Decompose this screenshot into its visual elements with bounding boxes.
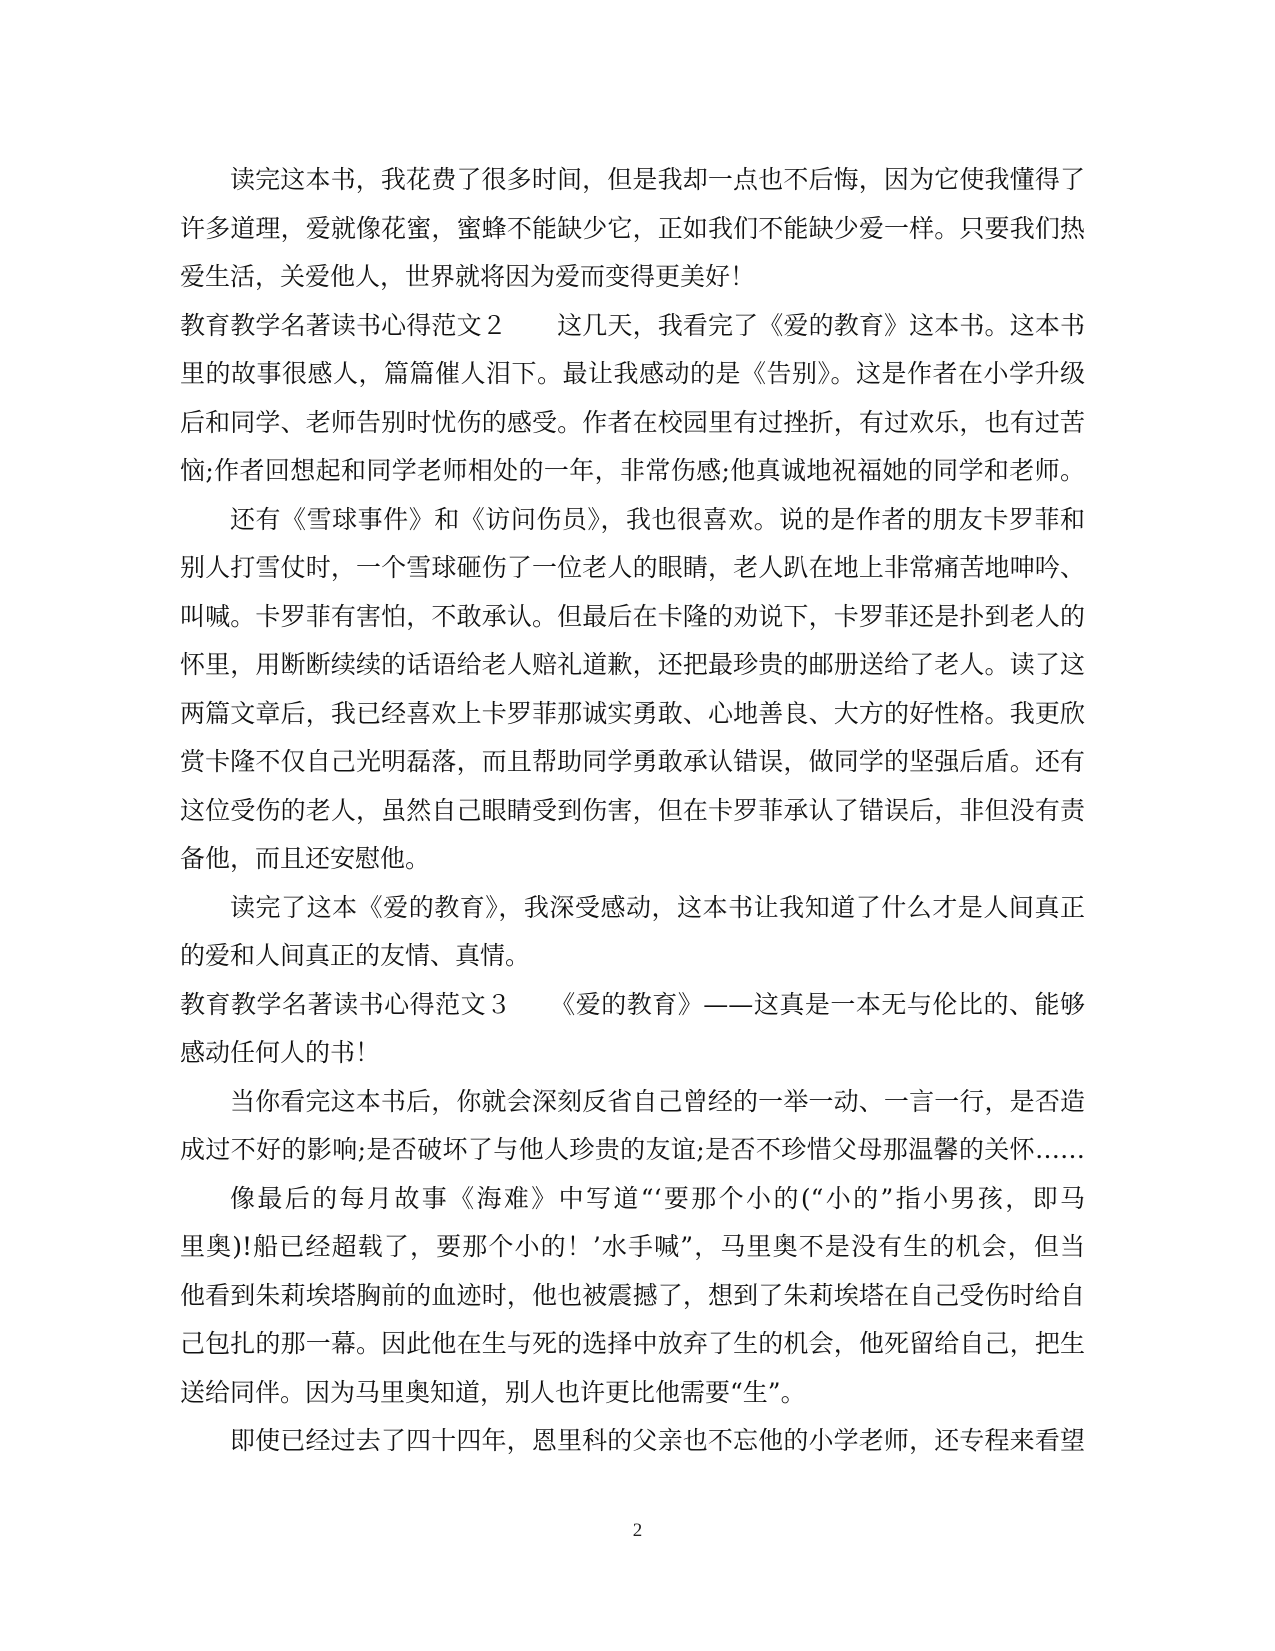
text-line: 后和同学、老师告别时忧伤的感受。作者在校园里有过挫折，有过欢乐，也有过苦 (180, 407, 1085, 437)
text-line: 叫喊。卡罗菲有害怕，不敢承认。但最后在卡隆的劝说下，卡罗菲还是扑到老人的 (180, 601, 1085, 631)
text-line: 两篇文章后，我已经喜欢上卡罗菲那诚实勇敢、心地善良、大方的好性格。我更欣 (180, 698, 1085, 728)
text-line: 他看到朱莉埃塔胸前的血迹时，他也被震撼了，想到了朱莉埃塔在自己受伤时给自 (180, 1280, 1085, 1310)
text-line: 别人打雪仗时，一个雪球砸伤了一位老人的眼睛，老人趴在地上非常痛苦地呻吟、 (180, 553, 1085, 582)
text-line: 送给同伴。因为马里奥知道，别人也许更比他需要“生”。 (180, 1377, 806, 1407)
text-line: 读完这本书，我花费了很多时间，但是我却一点也不后悔，因为它使我懂得了 (230, 165, 1085, 194)
text-line: 许多道理，爱就像花蜜，蜜蜂不能缺少它，正如我们不能缺少爱一样。只要我们热 (180, 213, 1085, 243)
document-body (180, 156, 1085, 1466)
text-line: 的爱和人间真正的友情、真情。 (180, 941, 531, 970)
section-heading-line: 教育教学名著读书心得范文３ 《爱的教育》——这真是一本无与伦比的、能够 (180, 989, 1085, 1019)
text-line: 备他，而且还安慰他。 (180, 844, 431, 873)
text-line: 赏卡隆不仅自己光明磊落，而且帮助同学勇敢承认错误，做同学的坚强后盾。还有 (180, 747, 1085, 776)
text-line: 怀里，用断断续续的话语给老人赔礼道歉，还把最珍贵的邮册送给了老人。读了这 (180, 650, 1085, 679)
section-heading-line: 教育教学名著读书心得范文２ 这几天，我看完了《爱的教育》这本书。这本书 (180, 310, 1085, 340)
text-line: 当你看完这本书后，你就会深刻反省自己曾经的一举一动、一言一行，是否造 (230, 1086, 1085, 1116)
page-number: 2 (632, 1520, 643, 1541)
text-line: 爱生活，关爱他人，世界就将因为爱而变得更美好！ (180, 262, 756, 291)
text-line: 己包扎的那一幕。因此他在生与死的选择中放弃了生的机会，他死留给自己，把生 (180, 1329, 1085, 1358)
text-line: 里的故事很感人，篇篇催人泪下。最让我感动的是《告别》。这是作者在小学升级 (180, 359, 1085, 388)
text-line: 即使已经过去了四十四年，恩里科的父亲也不忘他的小学老师，还专程来看望 (230, 1426, 1085, 1455)
text-line: 里奥)!船已经超载了，要那个小的！’水手喊”，马里奥不是没有生的机会，但当 (180, 1232, 1085, 1261)
text-line: 成过不好的影响;是否破坏了与他人珍贵的友谊;是否不珍惜父母那温馨的关怀…… (180, 1135, 1085, 1164)
text-line: 感动任何人的书！ (180, 1038, 381, 1067)
text-line: 这位受伤的老人，虽然自己眼睛受到伤害，但在卡罗菲承认了错误后，非但没有责 (180, 795, 1085, 825)
text-line: 还有《雪球事件》和《访问伤员》，我也很喜欢。说的是作者的朋友卡罗菲和 (230, 504, 1085, 534)
text-line: 读完了这本《爱的教育》，我深受感动，这本书让我知道了什么才是人间真正 (230, 892, 1085, 922)
text-line: 像最后的每月故事《海难》中写道“‘要那个小的(“小的”指小男孩，即马 (230, 1183, 1085, 1213)
text-line: 恼;作者回想起和同学老师相处的一年，非常伤感;他真诚地祝福她的同学和老师。 (180, 456, 1085, 485)
